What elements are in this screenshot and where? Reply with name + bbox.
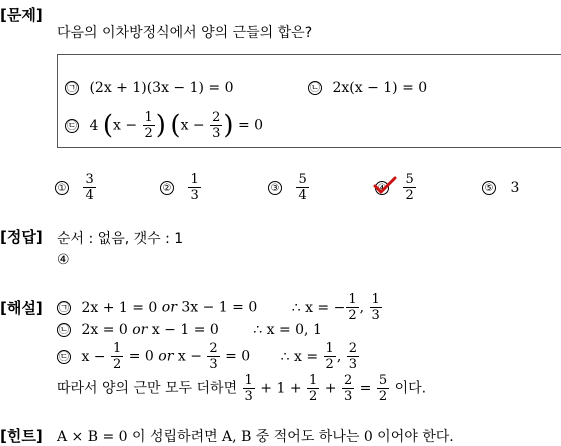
choice-2[interactable] <box>160 172 202 203</box>
choice-2-frac: $\frac{1}{3}$ <box>190 172 199 203</box>
explanation-1-eq2: 3x − 1 = 0 <box>181 299 258 316</box>
equation-2-text: 2x(x − 1) = 0 <box>332 80 428 96</box>
explanation-1-therefore: ∴ x = − <box>291 299 346 316</box>
choice-1[interactable] <box>55 172 97 203</box>
explanation-2-eq: 2x = 0 <box>81 322 128 338</box>
equation-3-rhs: = 0 <box>237 117 264 134</box>
explanation-line-4 <box>57 373 426 404</box>
equation-3-factor-b: x − <box>180 117 205 134</box>
equation-3-frac-a: $\frac{1}{2}$ <box>144 110 153 141</box>
equation-3-frac-b: $\frac{2}{3}$ <box>212 110 221 141</box>
explanation-4-frac-2: $\frac{1}{2}$ <box>309 373 318 404</box>
equation-1-text: (2x + 1)(3x − 1) = 0 <box>89 80 234 96</box>
explanation-line-3 <box>57 341 360 372</box>
equation-3-coef: 4 <box>89 117 99 134</box>
equation-3-factor-a: x − <box>112 117 138 134</box>
explanation-3-b: x − <box>177 348 202 365</box>
explanation-marker-2: ㉡ <box>59 325 69 336</box>
choice-1-frac: $\frac{3}{4}$ <box>85 172 94 203</box>
explanation-2-or: or <box>132 322 148 338</box>
explanation-4-frac-3: $\frac{2}{3}$ <box>343 373 353 404</box>
answer-order-count: 순서 : 없음, 갯수 : 1 <box>57 231 184 247</box>
explanation-4-eq: = <box>359 380 372 397</box>
explanation-line-1 <box>57 292 383 323</box>
answer-choice: ④ <box>57 252 70 268</box>
choice-4-frac: $\frac{5}{2}$ <box>405 172 414 203</box>
explanation-3-frac-2: $\frac{2}{3}$ <box>209 341 218 372</box>
explanation-4-plus2: + <box>324 380 337 397</box>
explanation-1-or: or <box>161 299 177 316</box>
explanation-3-or: or <box>158 348 174 365</box>
choice-5-marker: ⑤ <box>482 181 496 195</box>
explanation-2-therefore: ∴ x = 0, 1 <box>253 322 322 338</box>
explanation-4-plus1: + 1 + <box>260 380 302 397</box>
answer-label: [정답] <box>0 228 43 246</box>
equation-1 <box>65 80 234 96</box>
explanation-3-a: x − <box>81 348 106 365</box>
explanation-3-eq: = 0 <box>128 348 154 365</box>
explanation-3-comma: , <box>336 348 342 365</box>
explanation-3-frac-1: $\frac{1}{2}$ <box>112 341 122 372</box>
choice-2-marker: ② <box>160 181 174 195</box>
check-mark-icon <box>373 176 397 196</box>
marker-1: ㉠ <box>67 83 77 94</box>
explanation-label: [해설] <box>0 299 43 317</box>
choice-4-marker: ④ <box>375 181 389 195</box>
explanation-1-comma: , <box>359 299 365 316</box>
explanation-3-root-2: $\frac{2}{3}$ <box>348 341 358 372</box>
choice-3-marker: ③ <box>268 181 282 195</box>
explanation-4-end: 이다. <box>394 380 427 397</box>
explanation-2-eq2: x − 1 = 0 <box>151 322 219 338</box>
explanation-1-eq: 2x + 1 = 0 <box>81 299 158 316</box>
explanation-1-frac-2: $\frac{1}{3}$ <box>371 292 380 323</box>
explanation-line-2 <box>57 322 322 338</box>
explanation-1-frac-1: $\frac{1}{2}$ <box>348 292 357 323</box>
hint-text: A × B = 0 이 성립하려면 A, B 중 적어도 하나는 0 이어야 한다. <box>57 429 454 445</box>
explanation-marker-1: ㉠ <box>59 302 69 314</box>
choice-3[interactable] <box>268 172 310 203</box>
choice-5[interactable] <box>482 180 519 196</box>
question-text: 다음의 이차방정식에서 양의 근들의 합은? <box>57 25 313 41</box>
choice-1-marker: ① <box>55 181 69 195</box>
explanation-3-root-1: $\frac{1}{2}$ <box>325 341 334 372</box>
explanation-4-frac-4: $\frac{5}{2}$ <box>378 373 388 404</box>
explanation-3-eq2: = 0 <box>225 348 251 365</box>
hint-label: [힌트] <box>0 427 43 445</box>
explanation-3-therefore: ∴ x = <box>280 348 319 365</box>
choice-3-frac: $\frac{5}{4}$ <box>298 172 307 203</box>
marker-2: ㉡ <box>310 83 320 94</box>
problem-label: [문제] <box>0 6 43 24</box>
choice-5-value: 3 <box>510 180 520 196</box>
explanation-4-text: 따라서 양의 근만 모두 더하면 <box>57 380 238 397</box>
equation-2 <box>308 80 427 96</box>
explanation-marker-3: ㉢ <box>59 351 69 363</box>
equation-3: ㉢ 4 (x − $\frac{1}{2}$ ) (x − $\frac{2}{3}$ ) = 0 <box>67 110 264 141</box>
marker-3: ㉢ <box>67 120 77 132</box>
explanation-4-frac-1: $\frac{1}{3}$ <box>244 373 253 404</box>
